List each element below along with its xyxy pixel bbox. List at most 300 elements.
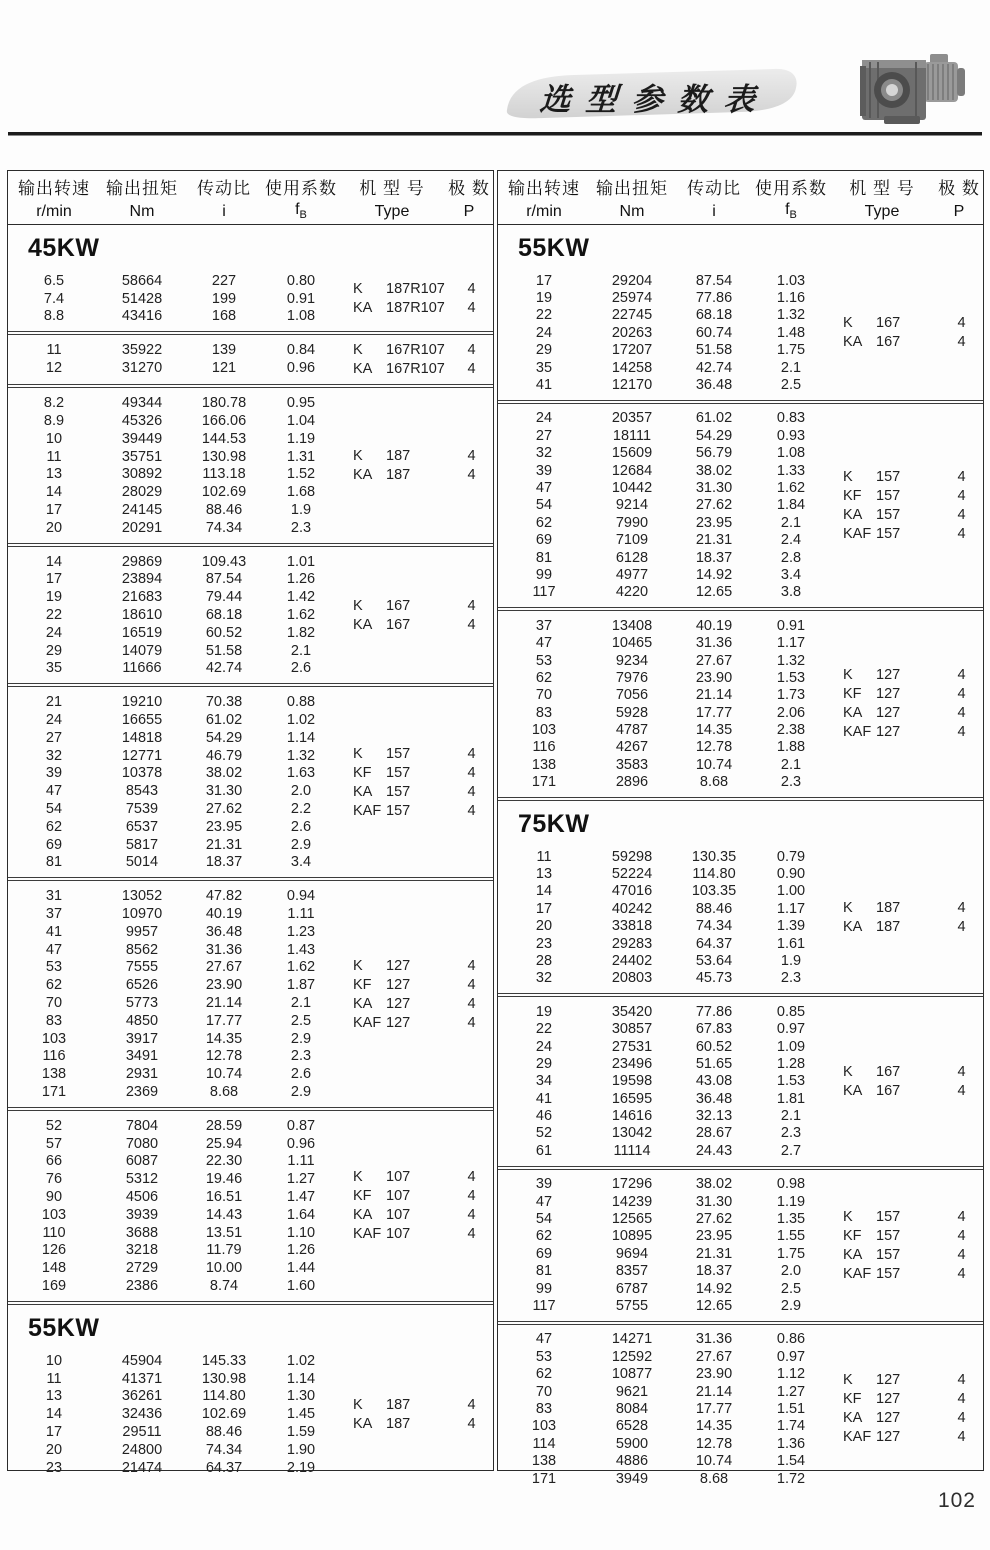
table-row: [498, 1073, 828, 1090]
service-factor-cell: 1.11: [287, 906, 315, 922]
type-label: KA 157: [843, 506, 901, 523]
gear-unit-group: [498, 404, 983, 607]
service-factor-cell: 1.11: [287, 1153, 315, 1170]
type-series: KF: [353, 764, 372, 781]
speed-cell: 6.5: [43, 272, 65, 289]
speed-cell: 24: [535, 324, 553, 341]
type-label: KAF 107: [353, 1226, 411, 1243]
table-row: [498, 410, 828, 427]
table-row: [498, 549, 828, 566]
ratio-cell: 16.51: [205, 1188, 243, 1205]
torque-cell: 16655: [121, 712, 163, 729]
service-factor-cell: 1.45: [286, 1406, 316, 1423]
type-row: [828, 918, 985, 936]
service-factor-cell: 1.14: [286, 1370, 316, 1387]
ratio-cell: 27.67: [205, 959, 243, 976]
column-header-unit: $f_B$: [785, 201, 797, 222]
ratio-cell: 38.02: [695, 1176, 733, 1193]
torque-cell: 9234: [615, 652, 649, 669]
table-row: [8, 887, 338, 905]
pole-count: 4: [467, 1396, 476, 1413]
speed-cell: 169: [41, 1277, 67, 1294]
service-factor-cell: 1.27: [776, 1383, 806, 1400]
service-factor-cell: 1.47: [286, 1188, 316, 1205]
ratio-cell: 51.58: [695, 342, 733, 359]
speed-cell: 24: [535, 1038, 553, 1055]
torque-cell: 7555: [125, 959, 159, 976]
table-row: [498, 1280, 828, 1297]
type-row: [338, 1206, 495, 1224]
speed-cell: 171: [41, 1083, 67, 1100]
ratio-cell: 14.35: [695, 1418, 733, 1435]
pole-count: 4: [957, 1246, 966, 1263]
service-factor-cell: 0.93: [776, 427, 806, 444]
speed-cell: 19: [535, 1003, 553, 1020]
type-row: [828, 704, 985, 722]
type-label: KA 187: [353, 467, 411, 484]
ratio-cell: 14.35: [205, 1030, 243, 1047]
ratio-cell: 31.30: [695, 479, 733, 496]
pole-count: 4: [957, 686, 966, 703]
table-row: [498, 1400, 828, 1417]
table-row: [498, 669, 828, 686]
torque-cell: 31270: [121, 360, 163, 377]
table-row: [8, 854, 338, 872]
type-series: KA: [843, 1246, 863, 1263]
type-row: [828, 525, 985, 543]
service-factor-cell: 0.91: [776, 617, 806, 634]
torque-cell: 47016: [611, 883, 653, 900]
type-series: KA: [353, 1207, 373, 1224]
speed-cell: 54: [535, 1211, 553, 1228]
service-factor-cell: 1.03: [776, 272, 806, 289]
torque-cell: 5755: [615, 1298, 649, 1314]
pole-count: 4: [467, 448, 476, 465]
speed-cell: 24: [45, 624, 63, 641]
type-series: K: [353, 342, 363, 359]
service-factor-cell: 2.2: [290, 801, 312, 818]
service-factor-cell: 1.54: [776, 1453, 806, 1470]
speed-cell: 81: [535, 1263, 553, 1280]
service-factor-cell: 0.84: [286, 342, 316, 359]
service-factor-cell: 2.06: [776, 704, 806, 721]
table-row: [498, 1038, 828, 1055]
table-row: [498, 1470, 828, 1487]
pole-count: 4: [957, 1265, 966, 1282]
type-row: [828, 333, 985, 351]
type-label: KA 187R107: [353, 300, 445, 317]
service-factor-cell: 2.1: [780, 359, 802, 376]
pole-count: 4: [467, 616, 476, 633]
torque-cell: 11666: [122, 660, 162, 677]
table-row: [498, 634, 828, 651]
torque-cell: 10465: [611, 635, 653, 652]
torque-cell: 6087: [125, 1153, 159, 1170]
type-series: K: [843, 468, 853, 485]
table-column-left: [7, 170, 494, 1476]
type-label: KAF 127: [843, 724, 901, 741]
power-section-heading: 45KW: [28, 234, 100, 262]
speed-cell: 32: [535, 970, 553, 987]
service-factor-cell: 1.00: [776, 883, 806, 900]
type-label: KF 157: [843, 487, 901, 504]
speed-cell: 62: [535, 669, 553, 686]
service-factor-cell: 1.33: [776, 462, 806, 479]
table-row: [8, 448, 338, 466]
pole-count: 4: [467, 1169, 476, 1186]
type-row: [338, 1014, 495, 1032]
ratio-cell: 18.37: [205, 854, 243, 871]
column-header-label: 使用系数: [265, 179, 337, 198]
torque-cell: 18610: [121, 607, 163, 624]
column-header-label: 传动比: [197, 179, 251, 198]
type-row: [338, 995, 495, 1013]
group-types: [338, 1117, 495, 1295]
torque-cell: 8084: [615, 1400, 649, 1417]
ratio-cell: 145.33: [201, 1352, 247, 1369]
type-row: [828, 1371, 985, 1389]
service-factor-cell: 1.27: [286, 1171, 316, 1188]
pole-count: 4: [467, 342, 476, 359]
torque-cell: 6787: [615, 1280, 649, 1297]
gear-unit-group: [498, 842, 983, 993]
table-row: [498, 865, 828, 882]
pole-count: 4: [467, 300, 476, 317]
service-factor-cell: 1.32: [776, 307, 806, 324]
ratio-cell: 27.67: [695, 652, 733, 669]
gear-unit-group: [498, 997, 983, 1166]
torque-cell: 4850: [125, 1012, 159, 1029]
type-label: KA 127: [843, 1410, 901, 1427]
table-row: [8, 1370, 338, 1388]
ratio-cell: 43.08: [695, 1073, 733, 1090]
table-row: [8, 624, 338, 642]
torque-cell: 4267: [615, 739, 649, 756]
type-series: KA: [353, 783, 373, 800]
pole-count: 4: [467, 1415, 476, 1432]
torque-cell: 18111: [612, 427, 652, 444]
table-row: [498, 883, 828, 900]
pole-count: 4: [957, 334, 966, 351]
torque-cell: 9621: [615, 1383, 649, 1400]
speed-cell: 21: [45, 694, 63, 711]
ratio-cell: 10.74: [695, 756, 733, 773]
ratio-cell: 88.46: [205, 502, 243, 519]
speed-cell: 10: [45, 1352, 63, 1369]
table-row: [8, 693, 338, 711]
table-row: [498, 376, 828, 393]
gear-unit-group: [8, 335, 493, 384]
type-series: KAF: [843, 1265, 872, 1282]
service-factor-cell: 1.32: [776, 652, 806, 669]
torque-cell: 23496: [611, 1055, 653, 1072]
service-factor-cell: 0.80: [286, 272, 316, 289]
group-types: [828, 272, 985, 394]
service-factor-cell: 0.86: [776, 1331, 806, 1348]
speed-cell: 81: [535, 549, 553, 566]
column-header-label: 使用系数: [755, 179, 827, 198]
table-row: [8, 1277, 338, 1295]
torque-cell: 7976: [615, 669, 649, 686]
service-factor-cell: 2.8: [780, 549, 802, 566]
service-factor-cell: 1.75: [776, 1245, 806, 1262]
speed-cell: 83: [535, 704, 553, 721]
ratio-cell: 8.74: [209, 1277, 239, 1294]
service-factor-cell: 2.19: [286, 1459, 316, 1476]
torque-cell: 7804: [125, 1117, 159, 1134]
table-row: [498, 687, 828, 704]
ratio-cell: 103.35: [691, 883, 737, 900]
speed-cell: 52: [45, 1117, 63, 1134]
type-series: K: [353, 1169, 363, 1186]
type-series: K: [353, 1396, 363, 1413]
torque-cell: 5773: [125, 994, 159, 1011]
table-row: [498, 1452, 828, 1469]
torque-cell: 17207: [611, 342, 653, 359]
group-rows: [8, 394, 338, 536]
service-factor-cell: 2.6: [290, 1066, 312, 1083]
power-section-heading: 55KW: [28, 1313, 100, 1342]
type-row: [338, 957, 495, 975]
column-header-label: 机 型 号: [849, 179, 915, 198]
service-factor-cell: 1.26: [286, 571, 316, 588]
torque-cell: 9694: [615, 1245, 649, 1262]
torque-cell: 24800: [121, 1441, 163, 1458]
table-row: [8, 359, 338, 377]
table-row: [8, 1259, 338, 1277]
table-row: [498, 1263, 828, 1280]
speed-cell: 110: [42, 1224, 66, 1241]
torque-cell: 5014: [125, 854, 159, 871]
table-row: [8, 412, 338, 430]
pole-count: 4: [467, 467, 476, 484]
type-label: K 157: [843, 1208, 901, 1225]
service-factor-cell: 1.82: [286, 624, 316, 641]
torque-cell: 21474: [121, 1459, 163, 1476]
speed-cell: 69: [45, 836, 63, 853]
service-factor-cell: 0.97: [776, 1348, 806, 1365]
table-row: [498, 617, 828, 634]
service-factor-cell: 1.59: [286, 1423, 316, 1440]
speed-cell: 37: [45, 906, 63, 922]
speed-cell: 27: [45, 729, 63, 746]
torque-cell: 10895: [611, 1228, 653, 1245]
group-rows: [8, 553, 338, 678]
ratio-cell: 36.48: [695, 377, 733, 394]
speed-cell: 81: [45, 854, 63, 871]
service-factor-cell: 2.5: [290, 1012, 312, 1029]
group-rows: [8, 887, 338, 1101]
pole-count: 4: [957, 487, 966, 504]
type-label: KF 127: [353, 976, 411, 993]
speed-cell: 76: [45, 1171, 63, 1188]
column-header-unit: Type: [374, 202, 410, 220]
ratio-cell: 38.02: [695, 462, 733, 479]
type-series: KA: [353, 300, 373, 317]
table-row: [498, 307, 828, 324]
torque-cell: 4506: [125, 1188, 159, 1205]
torque-cell: 43416: [121, 308, 163, 325]
table-row: [498, 1383, 828, 1400]
speed-cell: 27: [535, 427, 553, 444]
table-row: [8, 729, 338, 747]
table-row: [8, 1352, 338, 1370]
torque-cell: 10442: [611, 479, 653, 496]
table-column-right: [497, 170, 984, 1487]
ratio-cell: 23.90: [205, 977, 243, 994]
speed-cell: 11: [46, 1370, 62, 1387]
torque-cell: 20357: [611, 410, 653, 427]
type-series: KF: [843, 686, 862, 703]
type-series: KAF: [843, 724, 872, 741]
speed-cell: 28: [535, 952, 553, 969]
group-types: [338, 341, 495, 378]
speed-cell: 70: [535, 687, 553, 704]
speed-cell: 41: [535, 1090, 553, 1107]
torque-cell: 30892: [121, 466, 163, 483]
ratio-cell: 27.62: [205, 801, 243, 818]
table-row: [8, 1206, 338, 1224]
torque-cell: 39449: [121, 430, 163, 447]
group-types: [338, 394, 495, 536]
group-types: [338, 272, 495, 325]
speed-cell: 17: [45, 502, 63, 519]
service-factor-cell: 1.53: [776, 669, 806, 686]
torque-cell: 3949: [615, 1470, 649, 1487]
service-factor-cell: 1.31: [286, 448, 316, 465]
type-label: K 187: [353, 1396, 411, 1413]
torque-cell: 25974: [611, 290, 653, 307]
torque-cell: 9214: [615, 497, 649, 514]
pole-count: 4: [957, 1082, 966, 1099]
service-factor-cell: 1.12: [776, 1366, 806, 1383]
torque-cell: 29869: [121, 553, 163, 570]
type-series: K: [843, 1208, 853, 1225]
header-rule: [8, 132, 982, 136]
ratio-cell: 102.69: [201, 1406, 247, 1423]
table-row: [498, 1055, 828, 1072]
ratio-cell: 180.78: [201, 395, 247, 412]
speed-cell: 17: [535, 272, 553, 289]
torque-cell: 12565: [611, 1211, 653, 1228]
service-factor-cell: 1.75: [776, 342, 806, 359]
speed-cell: 62: [45, 977, 63, 994]
group-types: [338, 693, 495, 871]
table-row: [8, 1423, 338, 1441]
ratio-cell: 13.51: [205, 1224, 243, 1241]
type-series: KAF: [353, 802, 382, 819]
service-factor-cell: 1.84: [776, 497, 806, 514]
torque-cell: 13408: [611, 617, 653, 634]
torque-cell: 3688: [125, 1224, 159, 1241]
ratio-cell: 14.35: [695, 722, 733, 739]
service-factor-cell: 3.4: [780, 566, 802, 583]
service-factor-cell: 1.64: [286, 1206, 316, 1223]
ratio-cell: 14.43: [205, 1206, 243, 1223]
type-row: [828, 666, 985, 684]
service-factor-cell: 1.62: [286, 959, 316, 976]
torque-cell: 2369: [125, 1083, 159, 1100]
ratio-cell: 114.80: [202, 1388, 246, 1405]
table-row: [8, 394, 338, 412]
pole-count: 4: [957, 1063, 966, 1080]
table-row: [498, 1210, 828, 1227]
ratio-cell: 28.59: [205, 1117, 243, 1134]
speed-cell: 13: [535, 866, 553, 883]
speed-cell: 17: [45, 571, 63, 588]
pole-count: 4: [957, 705, 966, 722]
speed-cell: 8.9: [43, 413, 65, 430]
table-row: [8, 959, 338, 977]
table-row: [498, 1348, 828, 1365]
ratio-cell: 40.19: [205, 906, 243, 922]
ratio-cell: 18.37: [695, 1263, 733, 1280]
speed-cell: 114: [532, 1435, 556, 1452]
service-factor-cell: 0.97: [776, 1021, 806, 1038]
table-row: [8, 1441, 338, 1459]
table-row: [498, 342, 828, 359]
ratio-cell: 88.46: [205, 1423, 243, 1440]
table-row: [498, 652, 828, 669]
service-factor-cell: 1.74: [776, 1418, 806, 1435]
torque-cell: 3491: [125, 1048, 159, 1065]
ratio-cell: 10.00: [205, 1260, 243, 1277]
type-row: [338, 1396, 495, 1414]
torque-cell: 40242: [611, 900, 653, 917]
torque-cell: 33818: [611, 918, 653, 935]
ratio-cell: 22.30: [205, 1153, 243, 1170]
torque-cell: 12592: [611, 1348, 653, 1365]
type-label: KAF 127: [843, 1429, 901, 1446]
selection-tables: [7, 170, 985, 1487]
speed-cell: 53: [535, 652, 553, 669]
ratio-cell: 60.52: [205, 624, 243, 641]
torque-cell: 5817: [125, 836, 159, 853]
torque-cell: 14079: [121, 642, 163, 659]
table-row: [8, 836, 338, 854]
pole-count: 4: [467, 783, 476, 800]
table-row: [8, 1135, 338, 1153]
torque-cell: 2729: [125, 1260, 159, 1277]
table-row: [8, 290, 338, 308]
group-rows: [8, 1117, 338, 1295]
ratio-cell: 64.37: [695, 935, 733, 952]
torque-cell: 29283: [611, 935, 653, 952]
ratio-cell: 21.31: [695, 1245, 733, 1262]
ratio-cell: 46.79: [205, 747, 243, 764]
speed-cell: 11: [536, 848, 552, 865]
type-label: K 157: [843, 468, 901, 485]
table-row: [8, 994, 338, 1012]
service-factor-cell: 2.6: [290, 818, 312, 835]
speed-cell: 47: [535, 1331, 553, 1348]
speed-cell: 20: [45, 519, 63, 536]
ratio-cell: 130.98: [201, 1370, 247, 1387]
type-series: KAF: [843, 1429, 872, 1446]
group-rows: [498, 617, 828, 791]
service-factor-cell: 2.3: [290, 519, 312, 536]
torque-cell: 35420: [611, 1003, 653, 1020]
service-factor-cell: 0.79: [776, 848, 806, 865]
table-row: [498, 514, 828, 531]
pole-count: 4: [957, 1227, 966, 1244]
speed-cell: 39: [45, 765, 63, 782]
pole-count: 4: [957, 315, 966, 332]
speed-cell: 70: [535, 1383, 553, 1400]
speed-cell: 8.8: [43, 308, 65, 325]
speed-cell: 14: [45, 484, 63, 501]
speed-cell: 14: [45, 1406, 63, 1423]
